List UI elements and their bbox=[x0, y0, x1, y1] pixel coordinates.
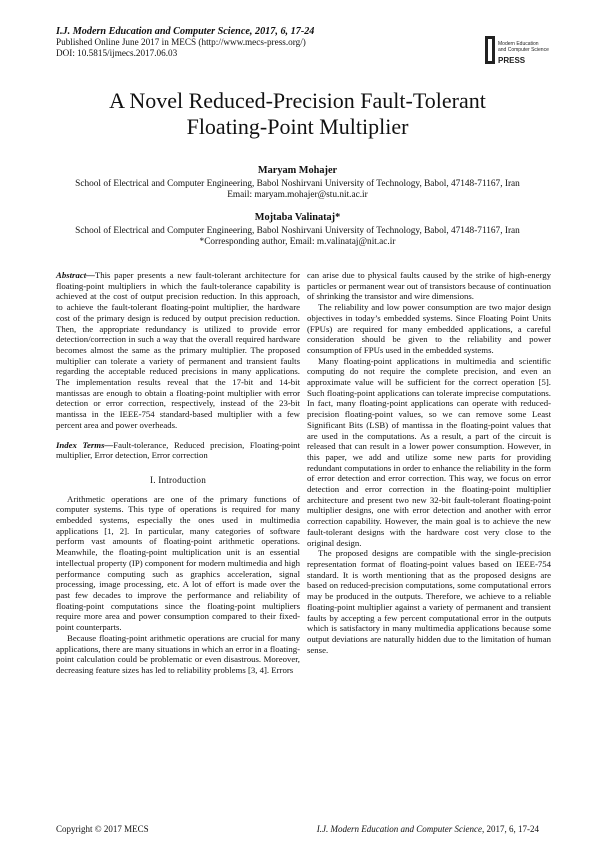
footer-journal: I.J. Modern Education and Computer Science bbox=[316, 824, 482, 834]
left-column bbox=[56, 270, 300, 676]
title-line-2: Floating-Point Multiplier bbox=[186, 114, 409, 139]
intro-paragraph: Many floating-point applications in multimedia and scientific computing do not require the complete precision, and even an approximate value will be sufficient for the correct operation [5]. Such floating-point applications can tolerate imprecise computations. In fact, many floating-point applications can operate with reduced-precision floating-point values, so we can remove some Least Significant Bits (LSB) of mantissa in the floating-point values that are used in the computations. As a result, a part of the circuit is released that can result in a lower power consumption. However, in this paper, we add and utilize some new parts for providing redundant computations in order to enhance the reliability in the form of error detection and error correction. This way, we focus on error detection and error correction in the floating-point multiplier architecture and present two new 32-bit fault-tolerant floating-point multiplier designs, one with error detection and another with error correction capability. However, the main goal is to achieve the new fault-tolerant designs with the hardware cost very close to the original design. bbox=[307, 355, 551, 548]
footer-issue: , 2017, 6, 17-24 bbox=[482, 824, 539, 834]
published-online: Published Online June 2017 in MECS (http://www.mecs-press.org/) bbox=[56, 37, 306, 47]
journal-name: I.J. Modern Education and Computer Science bbox=[56, 26, 250, 37]
intro-paragraph: Because floating-point arithmetic operations are crucial for many applications, there are many situations in which an error in a floating-point calculation could be problematic or even disastrous. Moreover, decreasing feature sizes has led to reliability problems [3, 4]. Errors bbox=[56, 632, 300, 675]
mecs-press-logo bbox=[484, 34, 549, 68]
journal-header bbox=[56, 26, 436, 59]
svg-text:Modern Education: Modern Education bbox=[498, 41, 539, 47]
index-terms-text: Fault-tolerance, Reduced precision, Floating-point multiplier, Error detection, Error correction bbox=[56, 439, 300, 461]
author-block-1 bbox=[30, 165, 565, 202]
index-terms bbox=[56, 440, 300, 461]
author-email: Email: maryam.mohajer@stu.nit.ac.ir bbox=[227, 190, 368, 200]
intro-paragraph: can arise due to physical faults caused by the strike of high-energy particles or permanent wear out of transistors because of continuation of shrinking the transistor and wire dimensions. bbox=[307, 270, 551, 302]
svg-text:PRESS: PRESS bbox=[498, 56, 526, 65]
abstract-text: This paper presents a new fault-tolerant architecture for floating-point multipliers in which the fault-tolerance capability is achieved at the cost of output precision reduction. In this approach, to achieve the fault-tolerant floating-point multiplier, the hardware cost of the primary design is reduced by output precision reduction. Then, the appropriate redundancy is utilized to provide error detection/correction in such a way that the overall required hardware becomes almost the same as the primary multiplier. The proposed multiplier can tolerate a variety of permanent and transient faults regarding the acceptable reduced precisions in many applications. The implementation results reveal that the 17-bit and 14-bit mantissas are enough to obtain a floating-point multiplier with error detection or error correction, respectively, instead of the 23-bit mantissa in the IEEE-754 standard-based multiplier with a few percent area and power overheads. bbox=[56, 270, 300, 430]
title-line-1: A Novel Reduced-Precision Fault-Tolerant bbox=[109, 88, 486, 113]
author-affiliation: School of Electrical and Computer Engineering, Babol Noshirvani University of Technology, Babol, 47148-71167, Iran bbox=[75, 225, 520, 236]
intro-paragraph: Arithmetic operations are one of the primary functions of computer systems. This type of operations is required for many embedded systems, especially the ones used in multimedia applications [1, 2]. In particular, many categories of software perform vast amounts of floating-point arithmetic operations. Meanwhile, the floating-point multiplication unit is an essential intellectual property (IP) component for modern multimedia and high performance computing such as graphics acceleration, signal processing, image processing, etc. A lot of effort is made over the past few decades to improve the performance and reliability of floating-point computations since the floating-point multipliers require more area and power consumption compared to their fixed-point counterparts. bbox=[56, 493, 300, 633]
journal-issue: , 2017, 6, 17-24 bbox=[249, 26, 315, 37]
abstract bbox=[56, 270, 300, 431]
paper-title bbox=[40, 88, 555, 140]
right-column bbox=[307, 270, 551, 655]
author-name: Maryam Mohajer bbox=[257, 165, 338, 176]
author-affiliation: School of Electrical and Computer Engineering, Babol Noshirvani University of Technology, Babol, 47148-71167, Iran bbox=[75, 178, 520, 189]
section-heading-introduction: I. Introduction bbox=[149, 474, 207, 485]
abstract-label: Abstract— bbox=[56, 270, 95, 280]
intro-paragraph: The reliability and low power consumption are two major design objectives in today’s embedded systems. Since Floating Point Units (FPUs) are required for many embedded applications, a careful consideration should be given to the reliability and power consumption of FPUs used in the embedded systems. bbox=[307, 302, 551, 355]
footer-citation bbox=[317, 824, 539, 834]
svg-text:and Computer Science: and Computer Science bbox=[498, 47, 549, 53]
author-name: Mojtaba Valinataj* bbox=[254, 212, 341, 223]
intro-paragraph: The proposed designs are compatible with the single-precision representation format of floating-point values based on IEEE-754 standard. It is worth mentioning that as the proposed designs are based on reduced-precision computations, some computational errors may be produced in the outputs. Therefore, we achieve to a reliable floating-point multiplier against a variety of permanent and transient faults by accepting a few percent computational error in the outputs which is satisfactory in many multimedia applications because some output deviations are naturally hidden due to the limitation of human sense. bbox=[307, 548, 551, 655]
index-terms-label: Index Terms— bbox=[56, 439, 114, 450]
author-email: *Corresponding author, Email: m.valinataj@nit.ac.ir bbox=[199, 237, 396, 247]
journal-citation bbox=[56, 26, 436, 37]
doi: DOI: 10.5815/ijmecs.2017.06.03 bbox=[56, 48, 178, 58]
author-block-2 bbox=[30, 212, 565, 249]
footer-copyright: Copyright © 2017 MECS bbox=[56, 824, 149, 834]
